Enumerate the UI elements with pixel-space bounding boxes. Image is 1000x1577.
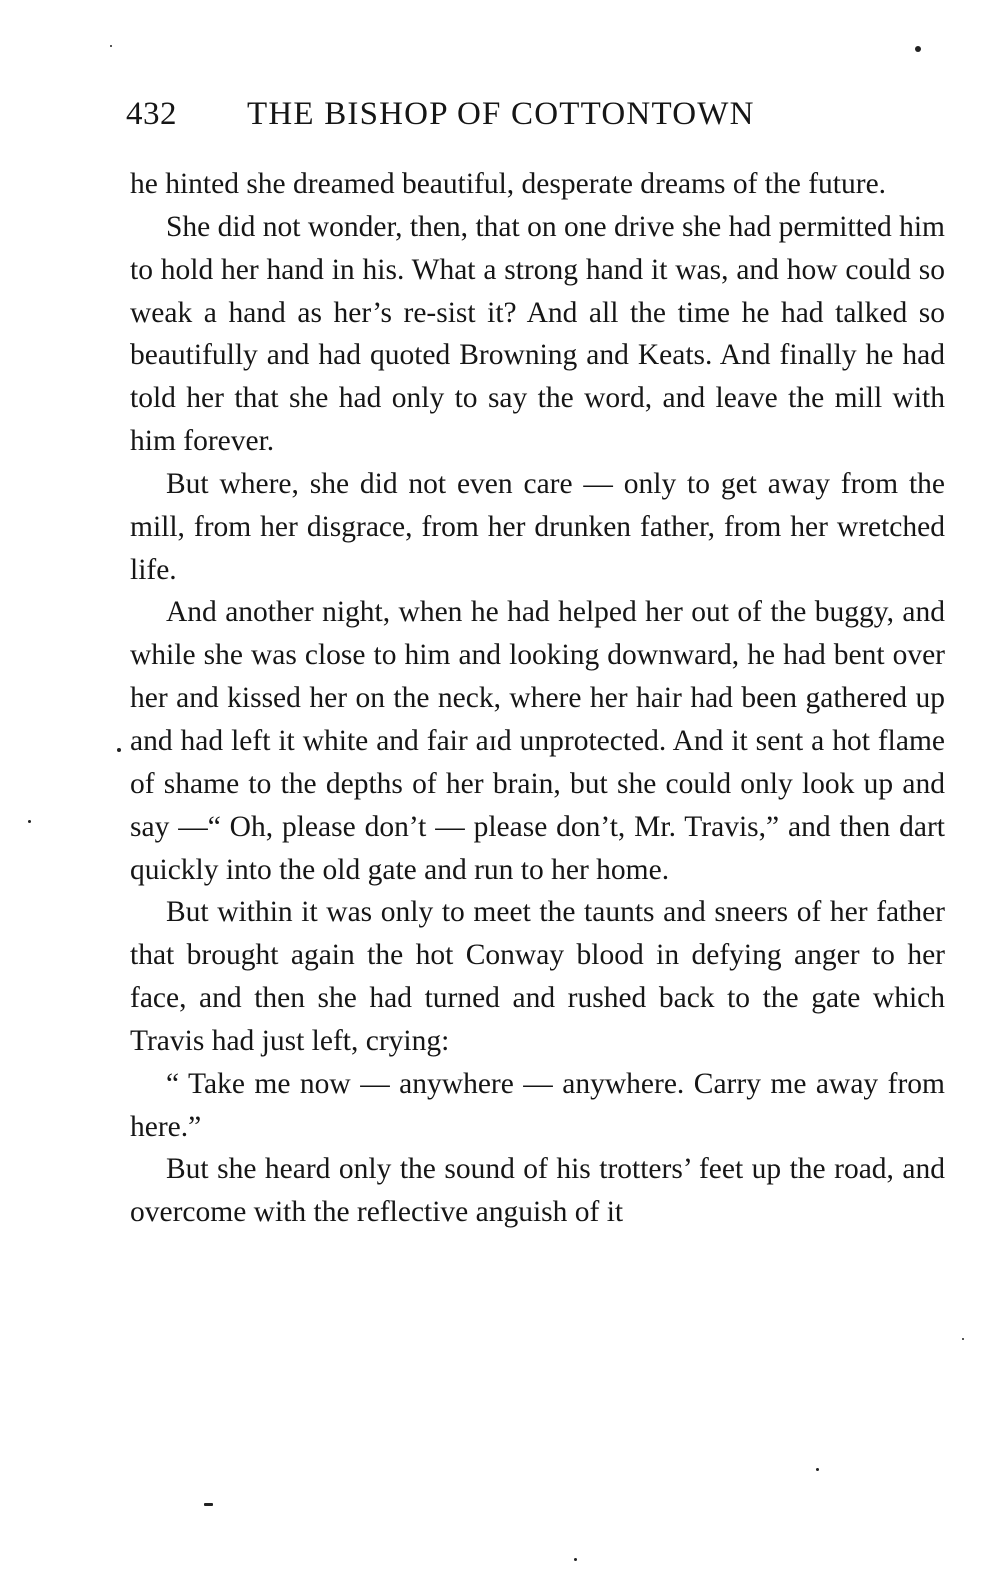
scan-speck xyxy=(204,1503,213,1506)
paragraph: “ Take me now — anywhere — anywhere. Carry me away from here.” xyxy=(130,1067,945,1143)
paragraph-continued: he hinted she dreamed beautiful, desperate dreams of the future. xyxy=(130,168,887,200)
scan-speck xyxy=(962,1338,964,1340)
scan-speck xyxy=(117,748,121,752)
body-text xyxy=(130,163,945,1234)
paragraph: And another night, when he had helped her out of the buggy, and while she was close to him and looking downward, he had bent over her and kissed her on the neck, where her hair had been gathered up and had left it white and fair aɪd unprotected. And it sent a hot flame of shame to the depths of her brain, but she could only look up and say —“ Oh, please don’t — please don’t, Mr. Travis,” and then dart quickly into the old gate and run to her home. xyxy=(130,596,945,886)
page-number: 432 xyxy=(126,96,177,132)
paragraph: But she heard only the sound of his trotters’ feet up the road, and overcome with the reflective anguish of it xyxy=(130,1153,945,1229)
scan-speck xyxy=(915,46,921,52)
scan-speck xyxy=(110,45,112,47)
paragraph: But within it was only to meet the taunts and sneers of her father that brought again the hot Conway blood in defying anger to her face, and then she had turned and rushed back to the gate which Travis had just left, crying: xyxy=(130,896,945,1057)
scan-speck xyxy=(574,1558,577,1561)
page-header xyxy=(126,96,950,146)
paragraph: But where, she did not even care — only to get away from the mill, from her disgrace, from her drunken father, from her wretched life. xyxy=(130,467,945,586)
scan-speck xyxy=(28,820,31,823)
paragraph: She did not wonder, then, that on one drive she had permitted him to hold her hand in his. What a strong hand it was, and how could so weak a hand as her’s re-sist it? And all the time he had talked so beautifully and had quoted Browning and Keats. And finally he had told her that she had only to say the word, and leave the mill with him forever. xyxy=(130,210,945,458)
scan-speck xyxy=(816,1468,819,1471)
running-title: THE BISHOP OF COTTONTOWN xyxy=(247,96,755,132)
